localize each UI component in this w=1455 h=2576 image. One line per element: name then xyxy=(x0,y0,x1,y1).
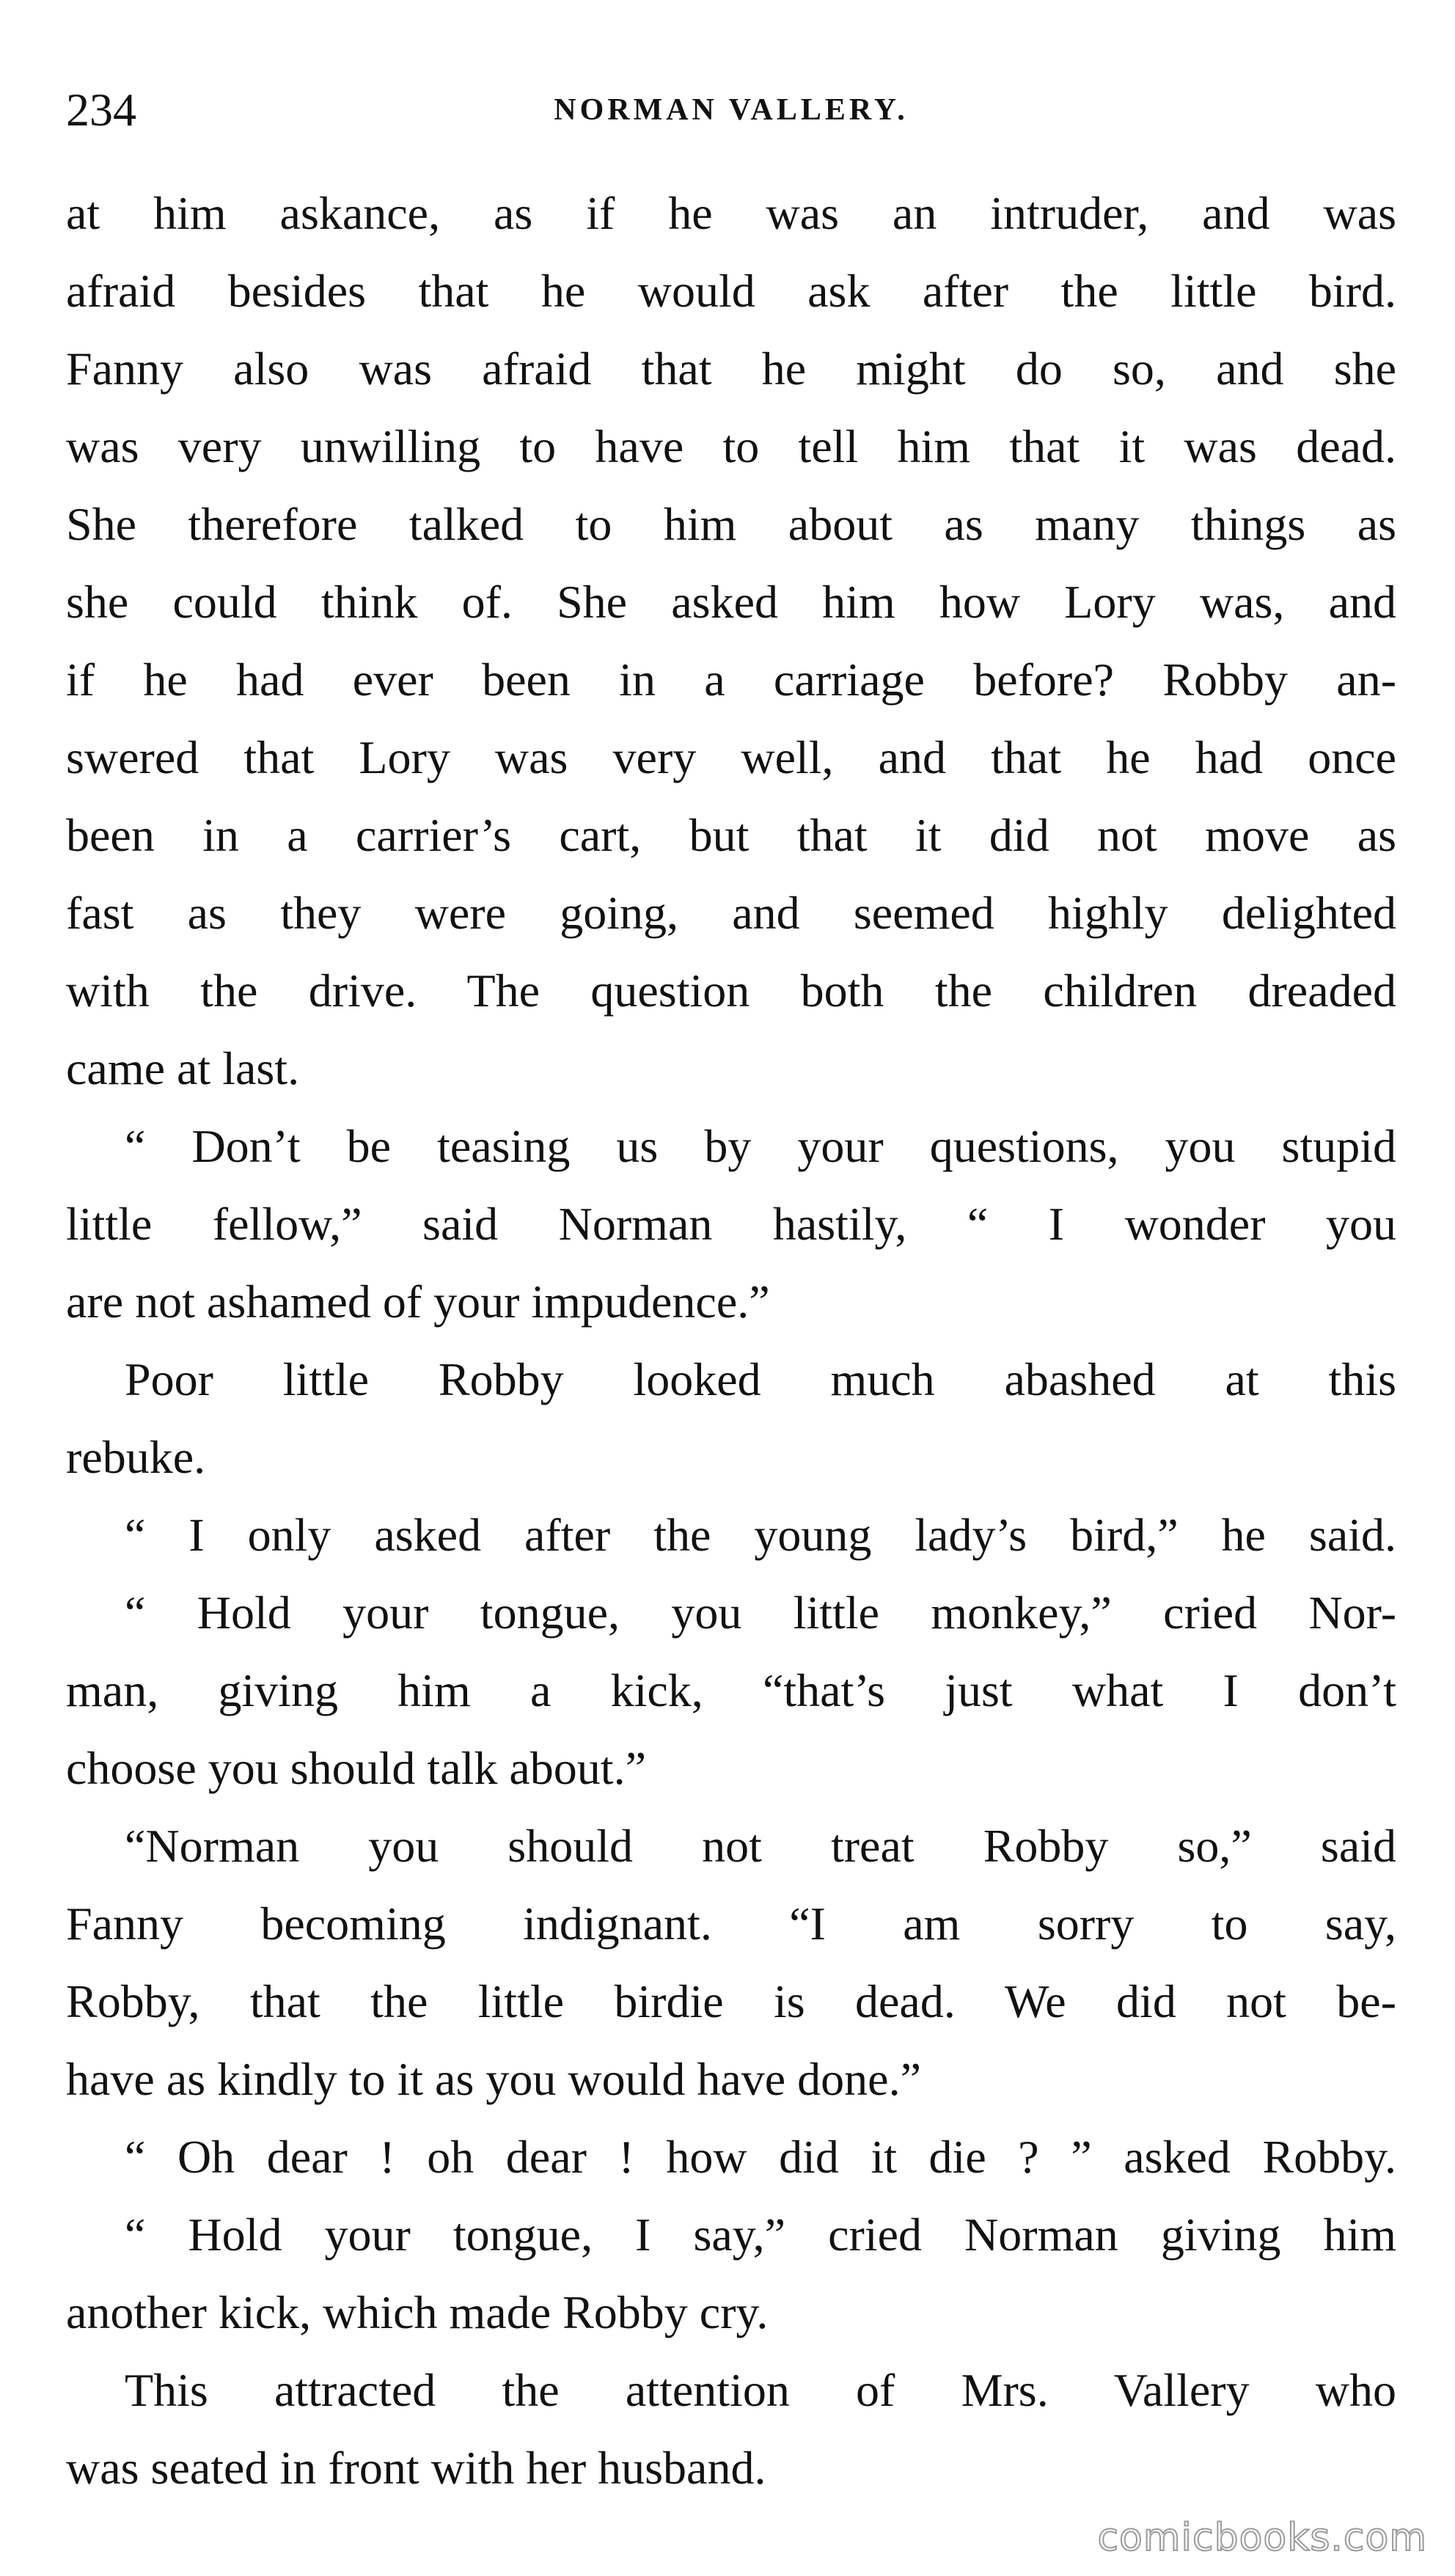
text-line: was seated in front with her husband. xyxy=(66,2442,766,2494)
text-line: “Norman you should not treat Robby so,” said xyxy=(125,1820,1396,1872)
text-line: Fanny becoming indignant. “I am sorry to say, xyxy=(66,1898,1396,1950)
text-line: afraid besides that he would ask after the little bird. xyxy=(66,265,1396,317)
text-line: This attracted the attention of Mrs. Vallery who xyxy=(125,2364,1396,2416)
text-line: Robby, that the little birdie is dead. We did not be- xyxy=(66,1975,1396,2027)
text-line: rebuke. xyxy=(66,1431,206,1483)
watermark: comicbooks.com xyxy=(1097,2516,1427,2560)
text-line: She therefore talked to him about as many things as xyxy=(66,498,1396,550)
text-line: “ Don’t be teasing us by your questions, you stupid xyxy=(125,1120,1396,1172)
text-line: been in a carrier’s cart, but that it did not move as xyxy=(66,809,1396,861)
text-line: have as kindly to it as you would have done.” xyxy=(66,2053,921,2105)
text-line: another kick, which made Robby cry. xyxy=(66,2286,769,2338)
text-line: man, giving him a kick, “that’s just what I don’t xyxy=(66,1664,1396,1716)
text-line: if he had ever been in a carriage before? Robby an- xyxy=(66,654,1396,706)
text-line: “ Hold your tongue, I say,” cried Norman giving him xyxy=(125,2209,1396,2261)
text-line: at him askance, as if he was an intruder, and was xyxy=(66,187,1396,239)
text-line: came at last. xyxy=(66,1042,300,1094)
page-number: 234 xyxy=(66,84,136,136)
body-text xyxy=(66,175,1396,2507)
text-line: was very unwilling to have to tell him that it was dead. xyxy=(66,420,1396,472)
text-line: she could think of. She asked him how Lory was, and xyxy=(66,576,1396,628)
text-line: little fellow,” said Norman hastily, “ I wonder you xyxy=(66,1198,1396,1250)
running-head: NORMAN VALLERY. xyxy=(554,93,909,127)
text-line: “ I only asked after the young lady’s bird,” he said. xyxy=(125,1509,1396,1561)
text-line: “ Oh dear ! oh dear ! how did it die ? ” asked Robby. xyxy=(125,2131,1396,2183)
text-line: Poor little Robby looked much abashed at this xyxy=(125,1353,1396,1405)
text-line: choose you should talk about.” xyxy=(66,1742,646,1794)
page-header xyxy=(66,70,1396,150)
text-line: fast as they were going, and seemed highly delighted xyxy=(66,887,1396,939)
text-line: with the drive. The question both the children dreaded xyxy=(66,965,1396,1017)
text-line: are not ashamed of your impudence.” xyxy=(66,1276,770,1328)
text-line: swered that Lory was very well, and that he had once xyxy=(66,731,1396,783)
text-line: “ Hold your tongue, you little monkey,” cried Nor- xyxy=(125,1587,1396,1639)
text-line: Fanny also was afraid that he might do so, and she xyxy=(66,343,1396,395)
